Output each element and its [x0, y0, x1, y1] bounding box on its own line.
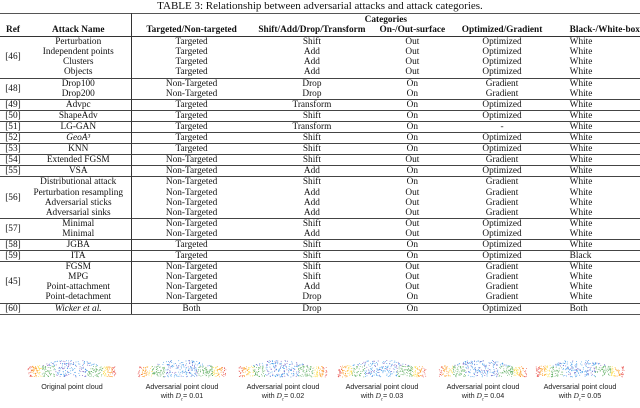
shift-add-drop-transform-cell: Add	[303, 207, 320, 218]
targeted-cell: Non-Targeted	[165, 197, 218, 208]
on-out-surface-cell: Out	[405, 47, 420, 58]
caption-part: c	[380, 397, 384, 403]
black-white-box-cell: White	[569, 282, 593, 293]
black-white-box-cell: White	[569, 272, 593, 283]
caption-line1: Adversarial point cloud	[145, 382, 219, 391]
table-row	[0, 57, 640, 67]
attack-name-cell: VSA	[26, 166, 131, 177]
black-white-box-cell: White	[552, 144, 640, 155]
attack-name-cell: Adversarial sinks	[26, 208, 131, 219]
table-caption: TABLE 3: Relationship between adversarial attacks and attack categories.	[157, 0, 483, 12]
attack-name-cell: Adversarial sticks	[26, 198, 131, 208]
caption-part: D	[476, 392, 482, 400]
caption-part: c	[481, 397, 485, 403]
optimized-gradient-cell: Gradient	[485, 282, 519, 293]
on-out-surface-cell: Out	[405, 187, 420, 198]
point-cloud-image	[435, 358, 531, 380]
black-white-box-cell: White	[569, 57, 593, 68]
targeted-cell: Targeted	[131, 37, 251, 48]
caption-line1: Adversarial point cloud	[246, 382, 320, 391]
table-row	[0, 99, 640, 110]
table-row	[0, 251, 640, 262]
black-white-box-cell: Both	[552, 303, 640, 314]
attack-name-cell: Point-attachment	[26, 282, 131, 292]
on-out-surface-cell: Out	[405, 67, 420, 78]
on-out-surface-cell: On	[372, 110, 452, 121]
black-white-box-cell: White	[552, 177, 640, 188]
targeted-cell: Targeted	[131, 239, 251, 250]
caption-part: = 0.03	[383, 391, 404, 400]
optimized-gradient-cell: Optimized	[482, 67, 522, 78]
on-out-surface-cell: Out	[372, 218, 452, 229]
attack-name-cell: Wicker et al.	[26, 303, 131, 314]
on-out-surface-cell: Out	[405, 197, 420, 208]
targeted-cell: Non-Targeted	[131, 262, 251, 273]
column-header-optimized-gradient: Optimized/Gradient	[452, 25, 551, 37]
on-out-surface-cell: On	[372, 99, 452, 110]
shift-add-drop-transform-cell: Drop	[252, 303, 373, 314]
column-header-targeted: Targeted/Non-targeted	[131, 25, 251, 37]
shift-add-drop-transform-cell: Add	[303, 187, 320, 198]
caption-part: D	[573, 392, 579, 400]
attack-name-cell: Point-detachment	[26, 292, 131, 303]
ref-cell: [48]	[0, 78, 26, 99]
shift-add-drop-transform-cell: Shift	[252, 262, 373, 273]
shift-add-drop-transform-cell: Transform	[252, 121, 373, 132]
attack-name-cell: KNN	[26, 144, 131, 155]
attack-name-cell: Minimal	[26, 218, 131, 229]
table-row	[0, 262, 640, 273]
point-cloud-image	[235, 358, 331, 380]
optimized-gradient-cell: Optimized	[452, 133, 551, 144]
optimized-gradient-cell: Gradient	[452, 177, 551, 188]
targeted-cell: Non-Targeted	[131, 78, 251, 89]
optimized-gradient-cell: Gradient	[452, 155, 551, 166]
black-white-box-cell: White	[552, 121, 640, 132]
shift-add-drop-transform-cell: Shift	[252, 155, 373, 166]
optimized-gradient-cell: Optimized	[482, 47, 522, 58]
targeted-cell: Non-Targeted	[165, 282, 218, 293]
optimized-gradient-cell: Optimized	[452, 218, 551, 229]
caption-line1: Adversarial point cloud	[345, 382, 419, 391]
black-white-box-cell: White	[552, 239, 640, 250]
column-header-attack-name: Attack Name	[26, 25, 131, 37]
caption-part: D	[276, 392, 282, 400]
optimized-gradient-cell: Optimized	[452, 251, 551, 262]
attack-name-cell: Perturbation	[26, 37, 131, 48]
attack-name-cell: JGBA	[26, 239, 131, 250]
attack-name-cell: ShapeAdv	[26, 110, 131, 121]
table-row	[0, 121, 640, 132]
targeted-cell: Targeted	[131, 99, 251, 110]
on-out-surface-cell: Out	[405, 282, 420, 293]
targeted-cell: Non-Targeted	[165, 292, 218, 303]
table-row	[0, 239, 640, 250]
attack-name-cell: Minimal	[26, 229, 131, 240]
caption-part: = 0.04	[484, 391, 505, 400]
black-white-box-cell: White	[569, 207, 593, 218]
shift-add-drop-transform-cell: Shift	[252, 37, 373, 48]
table-row	[0, 282, 640, 292]
shift-add-drop-transform-cell: Drop	[302, 292, 322, 303]
targeted-cell: Non-Targeted	[131, 177, 251, 188]
optimized-gradient-cell: Gradient	[485, 207, 519, 218]
targeted-cell: Targeted	[131, 121, 251, 132]
caption-line2	[515, 391, 640, 404]
table-row	[0, 292, 640, 303]
shift-add-drop-transform-cell: Shift	[252, 239, 373, 250]
table-row	[0, 67, 640, 78]
ref-cell: [51]	[0, 121, 26, 132]
shift-add-drop-transform-cell: Add	[303, 57, 320, 68]
table-row	[0, 155, 640, 166]
optimized-gradient-cell: Gradient	[452, 262, 551, 273]
ref-cell: [53]	[0, 144, 26, 155]
table-row	[0, 78, 640, 89]
optimized-gradient-cell: Optimized	[452, 99, 551, 110]
shift-add-drop-transform-cell: Add	[303, 282, 320, 293]
table-row	[0, 188, 640, 198]
shift-add-drop-transform-cell: Add	[303, 47, 320, 58]
on-out-surface-cell: On	[372, 303, 452, 314]
caption-part: with	[360, 391, 376, 400]
shift-add-drop-transform-cell: Add	[303, 228, 320, 239]
optimized-gradient-cell: Gradient	[485, 272, 519, 283]
ref-cell: [60]	[0, 303, 26, 314]
caption-line1: Original point cloud	[41, 382, 103, 391]
on-out-surface-cell: Out	[405, 272, 420, 283]
attack-name-cell: ITA	[26, 251, 131, 262]
ref-cell: [52]	[0, 133, 26, 144]
shift-add-drop-transform-cell: Drop	[302, 88, 322, 99]
targeted-cell: Non-Targeted	[165, 88, 218, 99]
caption-part: c	[281, 397, 285, 403]
attack-name-cell: FGSM	[26, 262, 131, 273]
ref-cell: [50]	[0, 110, 26, 121]
attack-name-cell: Drop100	[26, 78, 131, 89]
optimized-gradient-cell: Gradient	[485, 197, 519, 208]
table-row	[0, 166, 640, 177]
ref-cell: [55]	[0, 166, 26, 177]
targeted-cell: Non-Targeted	[131, 155, 251, 166]
optimized-gradient-cell: Optimized	[482, 57, 522, 68]
caption-line1: Adversarial point cloud	[446, 382, 520, 391]
shift-add-drop-transform-cell: Add	[303, 197, 320, 208]
optimized-gradient-cell: Gradient	[485, 292, 519, 303]
ref-cell: [58]	[0, 239, 26, 250]
black-white-box-cell: White	[552, 262, 640, 273]
on-out-surface-cell: Out	[405, 57, 420, 68]
table-row	[0, 110, 640, 121]
on-out-surface-cell: Out	[405, 228, 420, 239]
caption-part: = 0.05	[581, 391, 602, 400]
ref-cell: [45]	[0, 262, 26, 303]
on-out-surface-cell: On	[372, 239, 452, 250]
targeted-cell: Targeted	[131, 110, 251, 121]
targeted-cell: Targeted	[175, 67, 208, 78]
on-out-surface-cell: On	[372, 133, 452, 144]
black-white-box-cell: White	[552, 78, 640, 89]
optimized-gradient-cell: -	[452, 121, 551, 132]
shift-add-drop-transform-cell: Transform	[252, 99, 373, 110]
point-cloud-image	[532, 358, 628, 380]
table-row	[0, 177, 640, 188]
caption-line1: Adversarial point cloud	[543, 382, 617, 391]
shift-add-drop-transform-cell: Shift	[252, 110, 373, 121]
optimized-gradient-cell: Optimized	[452, 110, 551, 121]
on-out-surface-cell: On	[406, 292, 419, 303]
optimized-gradient-cell: Gradient	[485, 187, 519, 198]
on-out-surface-cell: On	[372, 251, 452, 262]
on-out-surface-cell: On	[406, 88, 419, 99]
on-out-surface-cell: Out	[372, 37, 452, 48]
black-white-box-cell: White	[552, 133, 640, 144]
black-white-box-cell: White	[569, 197, 593, 208]
targeted-cell: Non-Targeted	[165, 228, 218, 239]
targeted-cell: Targeted	[175, 47, 208, 58]
shift-add-drop-transform-cell: Add	[252, 166, 373, 177]
table-row	[0, 47, 640, 57]
caption-part: with	[261, 391, 277, 400]
optimized-gradient-cell: Gradient	[452, 78, 551, 89]
ref-cell: [54]	[0, 155, 26, 166]
black-white-box-cell: White	[552, 110, 640, 121]
table-row	[0, 218, 640, 229]
table-row	[0, 208, 640, 219]
optimized-gradient-cell: Gradient	[485, 88, 519, 99]
table-row	[0, 198, 640, 208]
on-out-surface-cell: On	[372, 177, 452, 188]
shift-add-drop-transform-cell: Shift	[252, 144, 373, 155]
targeted-cell: Targeted	[131, 251, 251, 262]
attack-name-cell: GeoA³	[26, 133, 131, 144]
targeted-cell: Non-Targeted	[165, 207, 218, 218]
black-white-box-cell: White	[552, 37, 640, 48]
point-cloud-figure	[0, 358, 640, 408]
black-white-box-cell: White	[569, 228, 593, 239]
caption-part: with	[558, 391, 574, 400]
black-white-box-cell: White	[552, 99, 640, 110]
attack-name-cell: Clusters	[26, 57, 131, 67]
black-white-box-cell: White	[569, 88, 593, 99]
black-white-box-cell: Black	[552, 251, 640, 262]
black-white-box-cell: White	[552, 166, 640, 177]
black-white-box-cell: White	[569, 292, 593, 303]
table-row	[0, 37, 640, 48]
targeted-cell: Non-Targeted	[165, 272, 218, 283]
on-out-surface-cell: Out	[405, 207, 420, 218]
column-header-shift-add-drop-transform: Shift/Add/Drop/Transform	[252, 25, 373, 37]
table-row	[0, 229, 640, 240]
targeted-cell: Non-Targeted	[165, 187, 218, 198]
attack-name-cell: LG-GAN	[26, 121, 131, 132]
point-cloud-caption	[515, 382, 640, 404]
column-header-ref: Ref	[0, 25, 26, 37]
attack-name-cell: Independent points	[26, 47, 131, 57]
optimized-gradient-cell: Optimized	[452, 303, 551, 314]
ref-cell: [56]	[0, 177, 26, 218]
caption-part: c	[578, 397, 582, 403]
shift-add-drop-transform-cell: Shift	[252, 218, 373, 229]
on-out-surface-cell: Out	[372, 262, 452, 273]
attack-name-cell: Distributional attack	[26, 177, 131, 188]
optimized-gradient-cell: Optimized	[452, 166, 551, 177]
optimized-gradient-cell: Optimized	[452, 239, 551, 250]
column-header-black-white-box: Black-/White-box	[552, 25, 640, 37]
shift-add-drop-transform-cell: Add	[303, 67, 320, 78]
shift-add-drop-transform-cell: Shift	[252, 177, 373, 188]
black-white-box-cell: White	[569, 187, 593, 198]
point-cloud-image	[334, 358, 430, 380]
attack-name-cell: MPG	[26, 272, 131, 282]
ref-cell: [46]	[0, 37, 26, 78]
optimized-gradient-cell: Optimized	[452, 144, 551, 155]
optimized-gradient-cell: Optimized	[452, 37, 551, 48]
targeted-cell: Both	[131, 303, 251, 314]
on-out-surface-cell: On	[372, 78, 452, 89]
targeted-cell: Targeted	[175, 57, 208, 68]
targeted-cell: Non-Targeted	[131, 166, 251, 177]
shift-add-drop-transform-cell: Drop	[252, 78, 373, 89]
caption-part: = 0.01	[183, 391, 204, 400]
caption-part: = 0.02	[284, 391, 305, 400]
caption-part: D	[375, 392, 381, 400]
attack-name-cell: Drop200	[26, 89, 131, 100]
on-out-surface-cell: On	[372, 166, 452, 177]
ref-cell: [57]	[0, 218, 26, 239]
point-cloud-image	[24, 358, 120, 380]
table-row	[0, 303, 640, 314]
caption-part: c	[180, 397, 184, 403]
targeted-cell: Targeted	[131, 133, 251, 144]
categories-group-header: Categories	[131, 14, 640, 26]
shift-add-drop-transform-cell: Shift	[252, 251, 373, 262]
attack-name-cell: Objects	[26, 67, 131, 78]
table-row	[0, 144, 640, 155]
ref-cell: [49]	[0, 99, 26, 110]
ref-cell: [59]	[0, 251, 26, 262]
shift-add-drop-transform-cell: Shift	[252, 133, 373, 144]
on-out-surface-cell: On	[372, 144, 452, 155]
table-row	[0, 272, 640, 282]
on-out-surface-cell: Out	[372, 155, 452, 166]
attack-categories-table	[0, 13, 640, 315]
attack-name-cell: Advpc	[26, 99, 131, 110]
targeted-cell: Non-Targeted	[131, 218, 251, 229]
black-white-box-cell: White	[552, 218, 640, 229]
attack-name-cell: Extended FGSM	[26, 155, 131, 166]
caption-part: with	[160, 391, 176, 400]
column-header-on-out-surface: On-/Out-surface	[372, 25, 452, 37]
black-white-box-cell: White	[569, 67, 593, 78]
black-white-box-cell: White	[569, 47, 593, 58]
caption-part: with	[461, 391, 477, 400]
shift-add-drop-transform-cell: Shift	[302, 272, 321, 283]
optimized-gradient-cell: Optimized	[482, 228, 522, 239]
caption-part: D	[175, 392, 181, 400]
black-white-box-cell: White	[552, 155, 640, 166]
attack-name-cell: Perturbation resampling	[26, 188, 131, 198]
table-row	[0, 89, 640, 100]
targeted-cell: Targeted	[131, 144, 251, 155]
point-cloud-image	[134, 358, 230, 380]
on-out-surface-cell: On	[372, 121, 452, 132]
table-row	[0, 133, 640, 144]
